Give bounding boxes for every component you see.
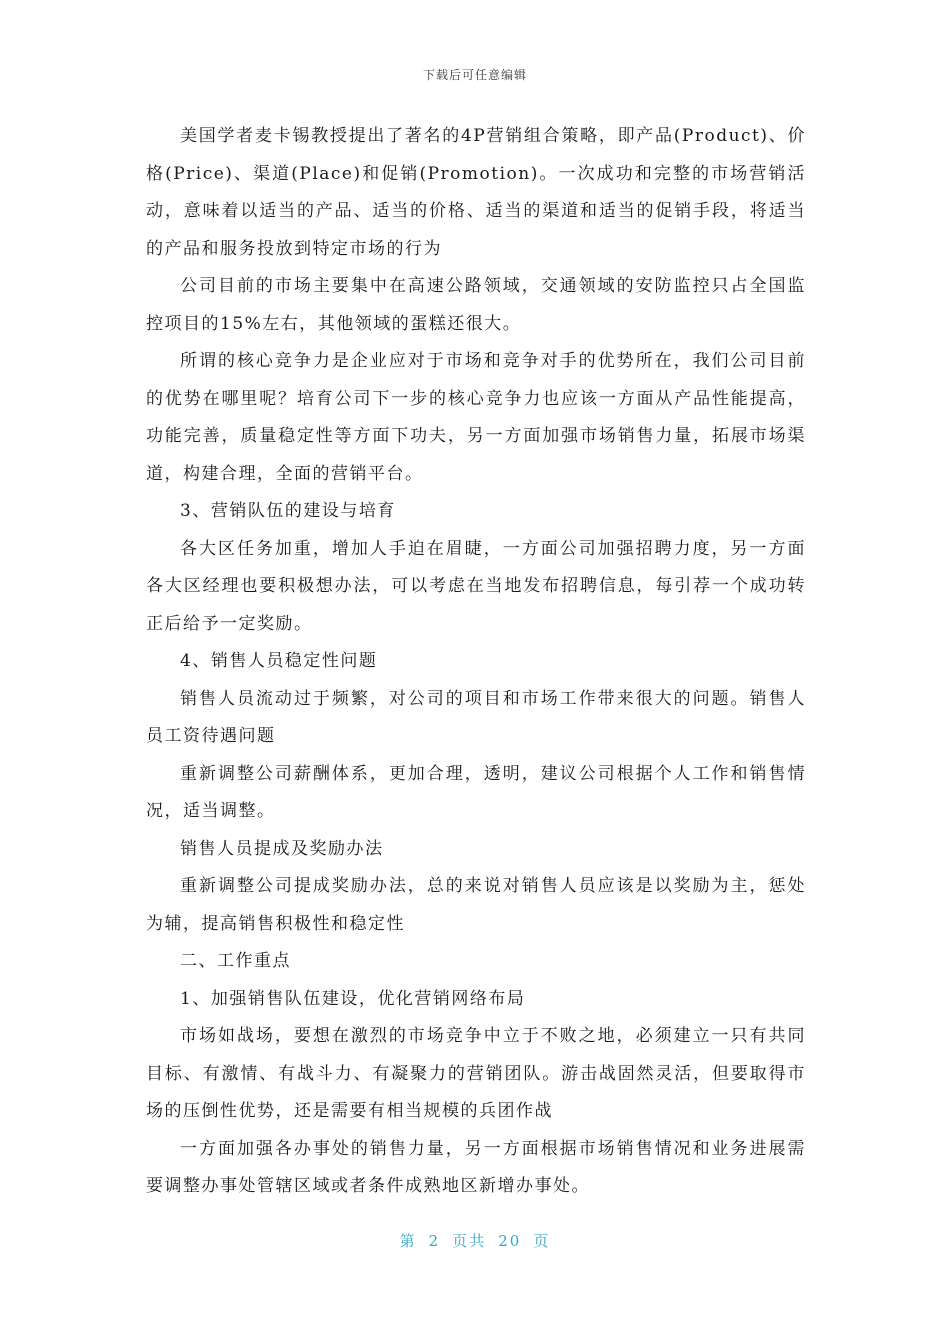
paragraph-core-competence: 所谓的核心竞争力是企业应对于市场和竞争对手的优势所在，我们公司目前的优势在哪里呢？培育公司下一步的核心竞争力也应该一方面从产品性能提高，功能完善，质量稳定性等方面下功夫，另一方面加强市场销售力量，拓展市场渠道，构建合理，全面的营销平台。 xyxy=(146,351,806,484)
paragraph-staff-turnover: 销售人员流动过于频繁，对公司的项目和市场工作带来很大的问题。销售人员工资待遇问题 xyxy=(146,688,806,746)
paragraph-office-expansion: 一方面加强各办事处的销售力量，另一方面根据市场销售情况和业务进展需要调整办事处管辖区域或者条件成熟地区新增办事处。 xyxy=(146,1138,806,1196)
section-heading-sales-network: 1、加强销售队伍建设，优化营销网络布局 xyxy=(180,988,526,1009)
footer-page-number: 2 xyxy=(428,1232,441,1250)
page-footer xyxy=(0,1230,950,1251)
paragraph-recruitment: 各大区任务加重，增加人手迫在眉睫，一方面公司加强招聘力度，另一方面各大区经理也要积极想办法，可以考虑在当地发布招聘信息，每引荐一个成功转正后给予一定奖励。 xyxy=(146,538,806,634)
section-heading-team-building: 3、营销队伍的建设与培育 xyxy=(180,501,396,521)
footer-suffix: 页 xyxy=(533,1232,551,1250)
document-body xyxy=(146,118,806,1206)
page-header: 下载后可任意编辑 xyxy=(422,68,527,82)
paragraph-market-focus: 公司目前的市场主要集中在高速公路领域，交通领域的安防监控只占全国监控项目的15%左右，其他领域的蛋糕还很大。 xyxy=(146,276,806,334)
footer-middle: 页共 xyxy=(452,1232,487,1250)
section-heading-work-focus: 二、工作重点 xyxy=(180,951,291,971)
footer-total-pages: 20 xyxy=(498,1232,522,1250)
footer-prefix: 第 xyxy=(399,1232,417,1250)
section-heading-staff-stability: 4、销售人员稳定性问题 xyxy=(180,651,378,671)
paragraph-salary-adjustment: 重新调整公司薪酬体系，更加合理，透明，建议公司根据个人工作和销售情况，适当调整。 xyxy=(146,763,806,821)
paragraph-4p-marketing: 美国学者麦卡锡教授提出了著名的4P营销组合策略，即产品(Product)、价格(Price)、渠道(Place)和促销(Promotion)。一次成功和完整的市场营销活动，意味着以适当的产品、适当的价格、适当的渠道和适当的促销手段，将适当的产品和服务投放到特定市场的行为 xyxy=(146,126,806,259)
paragraph-commission-heading: 销售人员提成及奖励办法 xyxy=(180,838,384,859)
paragraph-commission-reform: 重新调整公司提成奖励办法，总的来说对销售人员应该是以奖励为主，惩处为辅，提高销售积极性和稳定性 xyxy=(146,876,806,934)
paragraph-market-battlefield: 市场如战场，要想在激烈的市场竞争中立于不败之地，必须建立一只有共同目标、有激情、有战斗力、有凝聚力的营销团队。游击战固然灵活，但要取得市场的压倒性优势，还是需要有相当规模的兵团作战 xyxy=(146,1026,806,1121)
